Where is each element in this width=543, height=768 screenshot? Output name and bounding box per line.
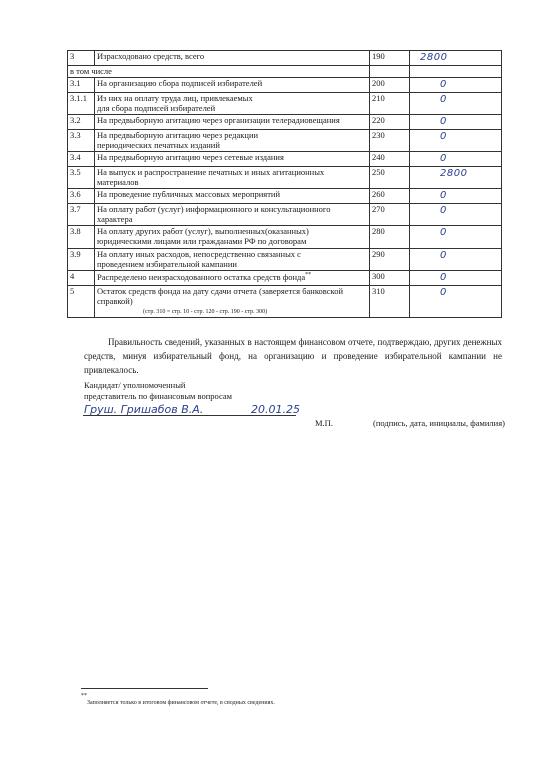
row-formula-note: (стр. 310 = стр. 10 - стр. 120 - стр. 190 - стр. 300) <box>143 309 268 316</box>
footnote-reference: ** <box>305 272 312 279</box>
row-number: 3.1 <box>68 78 95 93</box>
row-description <box>95 285 370 317</box>
row-description <box>95 152 370 167</box>
row-code <box>370 65 410 78</box>
table-row <box>68 92 502 115</box>
signature-line <box>83 415 296 416</box>
handwritten-value: 0 <box>440 204 447 216</box>
footnote-divider <box>81 688 208 689</box>
table-row <box>68 271 502 286</box>
row-value <box>410 115 502 130</box>
row-code: 260 <box>370 189 410 204</box>
table-row <box>68 78 502 93</box>
row-number: 3.7 <box>68 203 95 226</box>
row-code: 230 <box>370 129 410 152</box>
row-number: 3.5 <box>68 166 95 189</box>
row-number: 3.8 <box>68 226 95 249</box>
row-description <box>95 271 370 286</box>
row-value <box>410 129 502 152</box>
table-row <box>68 189 502 204</box>
table-row <box>68 115 502 130</box>
footnote-text: Заполняется только в итоговом финансовом отчете, в сводных сведениях. <box>87 700 275 707</box>
representative-label: представитель по финансовым вопросам <box>84 391 233 402</box>
row-code: 300 <box>370 271 410 286</box>
row-description-text: Распределено неизрасходованного остатка средств фонда <box>97 272 306 283</box>
row-code: 210 <box>370 92 410 115</box>
row-number: 3.6 <box>68 189 95 204</box>
row-value <box>410 285 502 317</box>
row-description <box>95 189 370 204</box>
handwritten-signature: Груш. Гришабов В.А. <box>84 403 204 416</box>
handwritten-value: 0 <box>440 286 447 298</box>
candidate-block <box>84 380 232 403</box>
table-row <box>68 203 502 226</box>
footnote-mark: ** <box>81 693 87 699</box>
row-value <box>410 248 502 271</box>
handwritten-value: 2800 <box>420 52 448 63</box>
table-row <box>68 166 502 189</box>
row-code: 250 <box>370 166 410 189</box>
row-code: 290 <box>370 248 410 271</box>
row-code: 190 <box>370 51 410 66</box>
row-value <box>410 92 502 115</box>
row-value <box>410 152 502 167</box>
row-code: 220 <box>370 115 410 130</box>
row-description-text: На организацию сбора подписей избирателей <box>97 78 263 89</box>
section-label: в том числе <box>68 65 370 78</box>
row-value <box>410 65 502 78</box>
row-description <box>95 115 370 130</box>
handwritten-value: 0 <box>440 116 447 128</box>
row-code: 240 <box>370 152 410 167</box>
row-description-text: На выпуск и распространение печатных и иных агитационных материалов <box>97 166 325 187</box>
handwritten-value: 2800 <box>440 167 468 179</box>
row-value <box>410 189 502 204</box>
row-number: 3.2 <box>68 115 95 130</box>
row-description <box>95 129 370 152</box>
row-number: 3.1.1 <box>68 92 95 115</box>
row-description-text: На оплату иных расходов, непосредственно связанных с проведением избирательной кампании <box>97 248 301 269</box>
row-description <box>95 51 370 66</box>
row-number: 3 <box>68 51 95 66</box>
row-description <box>95 92 370 115</box>
handwritten-value: 0 <box>440 153 447 165</box>
expense-table <box>67 50 502 318</box>
row-description <box>95 166 370 189</box>
row-description-text: Из них на оплату труда лиц, привлекаемых для сбора подписей избирателей <box>97 92 253 113</box>
candidate-label: Кандидат/ уполномоченный <box>84 380 186 390</box>
row-description <box>95 203 370 226</box>
table-row <box>68 152 502 167</box>
row-code: 200 <box>370 78 410 93</box>
row-description <box>95 248 370 271</box>
table-row <box>68 129 502 152</box>
handwritten-value: 0 <box>440 93 447 105</box>
row-code: 270 <box>370 203 410 226</box>
table-row <box>68 248 502 271</box>
row-number: 3.3 <box>68 129 95 152</box>
row-value <box>410 78 502 93</box>
table-row <box>68 51 502 66</box>
table-row <box>68 65 502 78</box>
row-value <box>410 226 502 249</box>
row-code: 310 <box>370 285 410 317</box>
row-description <box>95 226 370 249</box>
row-code: 280 <box>370 226 410 249</box>
row-description-text: На оплату других работ (услуг), выполненных(оказанных) юридическими лицами или гражданами РФ по договорам <box>97 226 309 247</box>
row-number: 3.4 <box>68 152 95 167</box>
table-row <box>68 285 502 317</box>
handwritten-value: 0 <box>440 130 447 142</box>
row-number: 5 <box>68 285 95 317</box>
row-value <box>410 51 502 66</box>
certification-text: Правильность сведений, указанных в настоящем финансовом отчете, подтверждаю, других денежных средств, минуя избирательный фонд, на организацию и проведение избирательной кампании не привлекалось. <box>84 337 502 375</box>
row-value <box>410 271 502 286</box>
handwritten-value: 0 <box>440 79 447 91</box>
row-description-text: На предвыборную агитацию через организации телерадиовещания <box>97 115 340 126</box>
handwritten-value: 0 <box>440 249 447 261</box>
row-number: 4 <box>68 271 95 286</box>
row-description <box>95 78 370 93</box>
row-value <box>410 166 502 189</box>
signature-caption: (подпись, дата, инициалы, фамилия) <box>373 418 505 428</box>
row-description-text: На предвыборную агитацию через сетевые издания <box>97 152 284 163</box>
row-description-text: На оплату работ (услуг) информационного и консультационного характера <box>97 203 331 224</box>
row-description-text: Израсходовано средств, всего <box>97 51 205 61</box>
handwritten-date: 20.01.25 <box>251 403 300 416</box>
table-row <box>68 226 502 249</box>
handwritten-value: 0 <box>440 272 447 284</box>
footnote <box>81 693 275 707</box>
handwritten-value: 0 <box>440 190 447 202</box>
row-value <box>410 203 502 226</box>
stamp-label: М.П. <box>315 418 333 428</box>
handwritten-value: 0 <box>440 227 447 239</box>
row-description-text: Остаток средств фонда на дату сдачи отчета (заверяется банковской справкой) <box>97 285 344 306</box>
row-description-text: На предвыборную агитацию через редакции периодических печатных изданий <box>97 129 259 150</box>
row-number: 3.9 <box>68 248 95 271</box>
row-description-text: На проведение публичных массовых мероприятий <box>97 189 281 200</box>
